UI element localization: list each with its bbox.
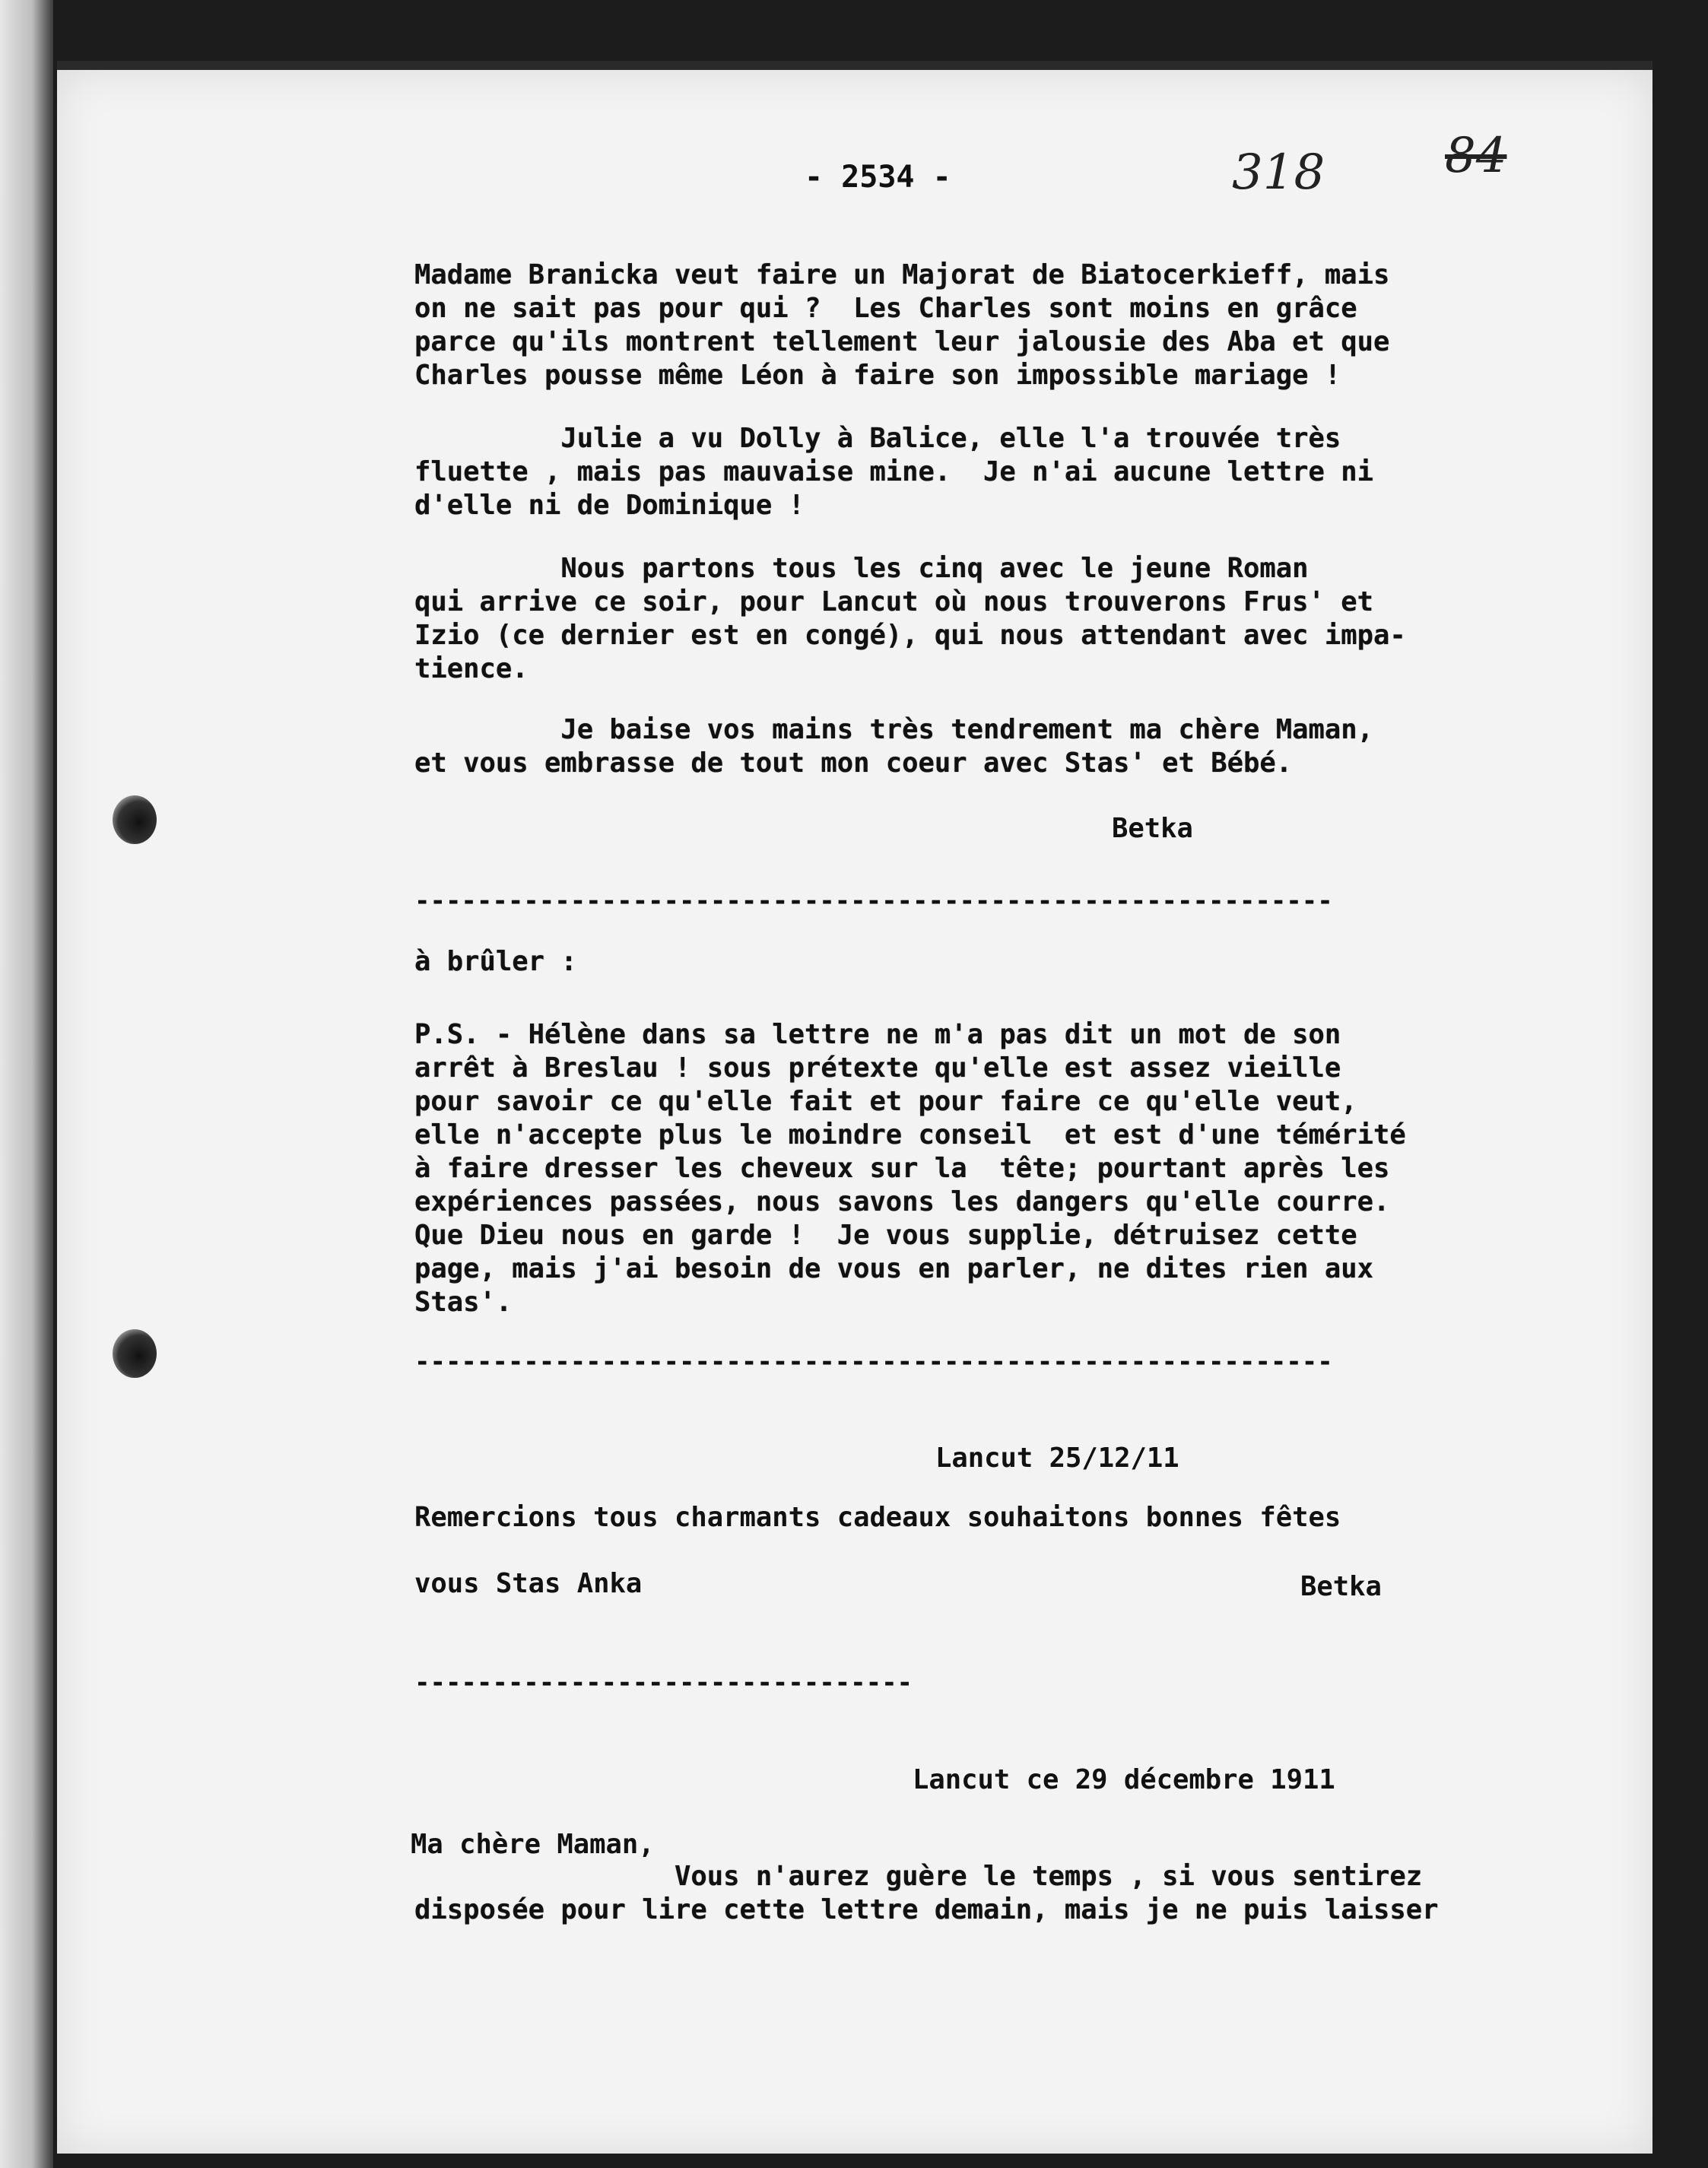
letter-dateline: Lancut ce 29 décembre 1911 bbox=[913, 1764, 1335, 1795]
telegram-line-2: vous Stas Anka bbox=[414, 1568, 643, 1599]
signature-betka-1: Betka bbox=[1112, 813, 1193, 844]
telegram-line-1: Remercions tous charmants cadeaux souhaitons bonnes fêtes bbox=[414, 1502, 1341, 1533]
paragraph-3: Nous partons tous les cinq avec le jeune Roman qui arrive ce soir, pour Lancut où nous trouverons Frus' et Izio (ce dernier est en congé), qui nous attendant avec impa- tience. bbox=[414, 553, 1406, 684]
paragraph-2: Julie a vu Dolly à Balice, elle l'a trouvée très fluette , mais pas mauvaise mine. Je n'ai aucune lettre ni d'elle ni de Dominique ! bbox=[414, 423, 1373, 521]
punch-hole-upper bbox=[113, 795, 157, 844]
letter-salutation: Ma chère Maman, bbox=[411, 1829, 655, 1860]
paragraph-1: Madame Branicka veut faire un Majorat de Biatocerkieff, mais on ne sait pas pour qui ? Les Charles sont moins en grâce parce qu'ils montrent tellement leur jalousie des Aba et que Charles pousse même Léon à faire son impossible mariage ! bbox=[414, 259, 1390, 391]
telegram-dateline: Lancut 25/12/11 bbox=[935, 1443, 1179, 1474]
binder-edge bbox=[0, 0, 53, 2168]
page-number: - 2534 - bbox=[805, 160, 951, 195]
folio-number-struck: 84 bbox=[1445, 128, 1507, 184]
separator-2: ----------------------------------------------------------- bbox=[414, 1347, 1333, 1377]
telegram-signature: Betka bbox=[1300, 1571, 1382, 1602]
paragraph-4: Je baise vos mains très tendrement ma chère Maman, et vous embrasse de tout mon coeur avec Stas' et Bébé. bbox=[414, 714, 1373, 779]
separator-1: ----------------------------------------------------------- bbox=[414, 886, 1333, 916]
punch-hole-lower bbox=[113, 1329, 157, 1378]
bruler-label: à brûler : bbox=[414, 946, 577, 977]
postscript: P.S. - Hélène dans sa lettre ne m'a pas dit un mot de son arrêt à Breslau ! sous prétexte qu'elle est assez vieille pour savoir ce qu'elle fait et pour faire ce qu'elle veut, elle n'accepte plus le moindre conseil et est d'une témérité à faire dresser les cheveux sur la tête; pourtant après les expériences passées, nous savons les dangers qu'elle courre. Que Dieu nous en garde ! Je vous supplie, détruisez cette page, mais j'ai besoin de vous en parler, ne dites rien aux Stas'. bbox=[414, 1019, 1406, 1318]
folio-number-handwritten: 318 bbox=[1232, 144, 1325, 201]
letter-body: Vous n'aurez guère le temps , si vous sentirez disposée pour lire cette lettre demain, mais je ne puis laisser bbox=[414, 1861, 1439, 1925]
separator-3: -------------------------------- bbox=[414, 1668, 913, 1698]
